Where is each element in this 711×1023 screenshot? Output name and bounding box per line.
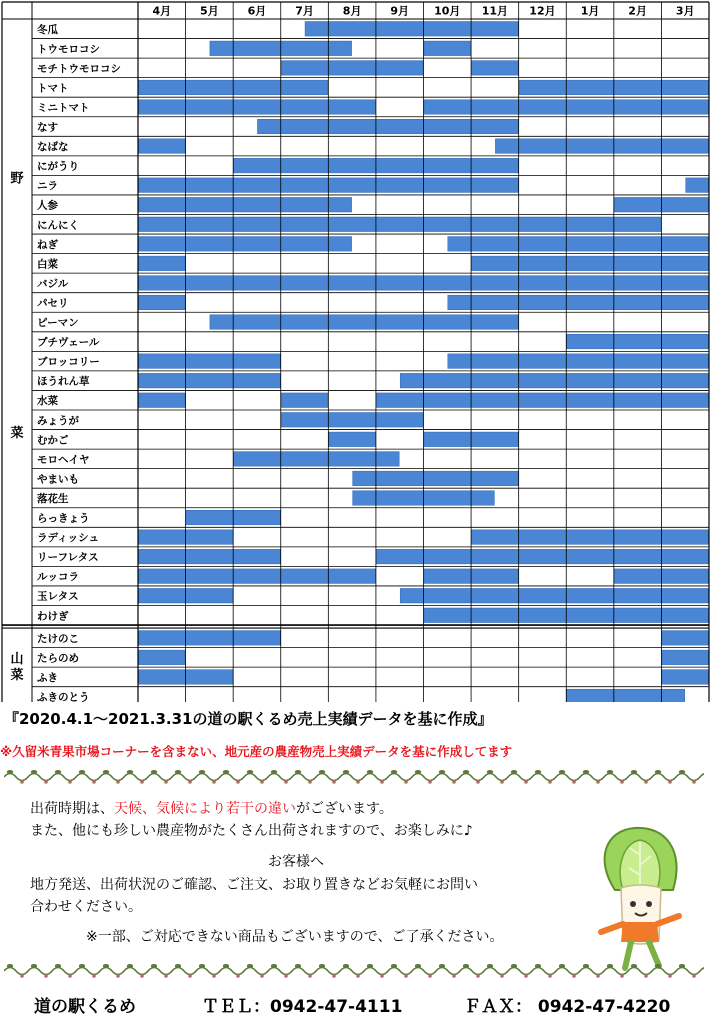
vine-berry bbox=[548, 974, 552, 978]
vine-leaf bbox=[175, 770, 181, 774]
vine-berry bbox=[548, 780, 552, 784]
vine-berry bbox=[92, 974, 96, 978]
season-bar bbox=[400, 373, 708, 388]
produce-name: にんにく bbox=[37, 219, 79, 232]
month-header: 7月 bbox=[295, 4, 314, 18]
produce-name: 玉レタス bbox=[37, 590, 79, 603]
month-header: 5月 bbox=[200, 4, 219, 18]
vine-leaf bbox=[79, 964, 85, 968]
vine-berry bbox=[44, 974, 48, 978]
vine-berry bbox=[476, 974, 480, 978]
vine-leaf bbox=[31, 770, 37, 774]
vine-leaf bbox=[559, 964, 565, 968]
vine-leaf bbox=[247, 964, 253, 968]
footer bbox=[34, 992, 670, 1017]
season-bar bbox=[662, 670, 709, 685]
produce-name: モチトウモロコシ bbox=[37, 62, 121, 75]
season-bar bbox=[448, 237, 709, 252]
season-bar bbox=[139, 295, 186, 310]
vine-leaf bbox=[319, 964, 325, 968]
vine-leaf bbox=[367, 964, 373, 968]
vine-leaf bbox=[463, 770, 469, 774]
vine-leaf bbox=[175, 964, 181, 968]
vine-berry bbox=[236, 974, 240, 978]
vine-leaf bbox=[463, 964, 469, 968]
produce-name: モロヘイヤ bbox=[37, 453, 90, 466]
vine-leaf bbox=[439, 770, 445, 774]
vine-leaf bbox=[199, 770, 205, 774]
season-bar bbox=[139, 569, 376, 584]
vine-leaf bbox=[583, 770, 589, 774]
vine-berry bbox=[380, 974, 384, 978]
season-bar bbox=[139, 393, 186, 408]
vine-berry bbox=[596, 974, 600, 978]
month-header: 9月 bbox=[390, 4, 410, 18]
month-header: 10月 bbox=[434, 4, 461, 18]
produce-name: なす bbox=[37, 121, 58, 134]
vine-leaf bbox=[439, 964, 445, 968]
vine-leaf bbox=[679, 770, 685, 774]
season-bar bbox=[139, 256, 186, 271]
vine-leaf bbox=[127, 770, 133, 774]
season-bar bbox=[257, 119, 518, 134]
vine-leaf bbox=[55, 770, 61, 774]
vine-berry bbox=[308, 974, 312, 978]
vine-leaf bbox=[7, 964, 13, 968]
vine-berry bbox=[380, 780, 384, 784]
vine-leaf bbox=[487, 770, 493, 774]
season-bar bbox=[139, 650, 186, 665]
vine-berry bbox=[20, 780, 24, 784]
produce-name: トマト bbox=[37, 82, 69, 95]
produce-name: 落花生 bbox=[37, 492, 69, 505]
vine-leaf bbox=[679, 964, 685, 968]
vine-berry bbox=[692, 780, 696, 784]
vine-leaf bbox=[631, 964, 637, 968]
vine-leaf bbox=[55, 964, 61, 968]
season-bar bbox=[567, 334, 709, 349]
vine-berry bbox=[164, 974, 168, 978]
produce-name: ねぎ bbox=[37, 238, 58, 251]
vine-berry bbox=[644, 780, 648, 784]
produce-name: ルッコラ bbox=[37, 571, 79, 584]
vine-leaf bbox=[367, 770, 373, 774]
vine-berry bbox=[284, 780, 288, 784]
month-header: 8月 bbox=[342, 4, 362, 18]
season-bar bbox=[472, 61, 519, 76]
vine-leaf bbox=[607, 770, 613, 774]
vine-leaf bbox=[319, 770, 325, 774]
month-header: 11月 bbox=[481, 4, 509, 18]
vine-leaf bbox=[655, 770, 661, 774]
vine-leaf bbox=[487, 964, 493, 968]
vine-leaf bbox=[271, 770, 277, 774]
category-label: 山 bbox=[10, 652, 24, 668]
tel-number: ＴＥＬ：0942-47-4111 bbox=[202, 997, 403, 1017]
season-bar bbox=[400, 588, 708, 603]
season-bar bbox=[472, 256, 709, 271]
vine-berry bbox=[308, 780, 312, 784]
vine-leaf bbox=[295, 964, 301, 968]
vine-berry bbox=[164, 780, 168, 784]
season-bar bbox=[139, 197, 352, 212]
produce-name: やまいも bbox=[37, 473, 79, 486]
store-name: 道の駅くるめ bbox=[34, 997, 136, 1017]
vine-leaf bbox=[151, 770, 157, 774]
vine-leaf bbox=[535, 770, 541, 774]
vine-leaf bbox=[151, 964, 157, 968]
season-bar bbox=[567, 689, 685, 702]
chinese-cabbage-mascot-icon bbox=[585, 820, 695, 980]
produce-name: ミニトマト bbox=[37, 101, 90, 114]
season-bar bbox=[424, 41, 471, 56]
season-bar bbox=[139, 217, 661, 232]
vine-berry bbox=[212, 974, 216, 978]
vine-berry bbox=[596, 780, 600, 784]
customer-heading: お客様へ bbox=[268, 854, 324, 870]
vine-leaf bbox=[631, 770, 637, 774]
vine-berry bbox=[260, 780, 264, 784]
vine-berry bbox=[404, 780, 408, 784]
vine-leaf bbox=[607, 964, 613, 968]
season-bar bbox=[139, 139, 186, 154]
produce-name: ニラ bbox=[37, 180, 58, 193]
vine-leaf bbox=[199, 964, 205, 968]
produce-name: 冬瓜 bbox=[37, 23, 58, 36]
vine-berry bbox=[572, 974, 576, 978]
vine-leaf bbox=[559, 770, 565, 774]
vine-leaf bbox=[415, 770, 421, 774]
vine-berry bbox=[260, 974, 264, 978]
produce-name: 白菜 bbox=[37, 258, 58, 271]
month-header: 2月 bbox=[628, 4, 647, 18]
vine-berry bbox=[356, 974, 360, 978]
month-header: 12月 bbox=[529, 4, 556, 18]
vine-stem bbox=[4, 774, 704, 781]
vine-leaf bbox=[103, 770, 109, 774]
season-bar bbox=[305, 22, 518, 37]
vine-berry bbox=[620, 974, 624, 978]
vine-leaf bbox=[79, 770, 85, 774]
vine-berry bbox=[524, 780, 528, 784]
vine-berry bbox=[332, 780, 336, 784]
vine-berry bbox=[236, 780, 240, 784]
vine-leaf bbox=[535, 964, 541, 968]
vine-leaf bbox=[391, 964, 397, 968]
produce-name: プチヴェール bbox=[37, 336, 100, 349]
month-header: 6月 bbox=[247, 4, 267, 18]
vine-berry bbox=[140, 974, 144, 978]
vine-berry bbox=[188, 780, 192, 784]
season-bar bbox=[495, 139, 708, 154]
vine-leaf bbox=[391, 770, 397, 774]
vine-leaf bbox=[655, 964, 661, 968]
season-bar bbox=[281, 413, 423, 428]
produce-name: ふき bbox=[37, 671, 58, 684]
produce-name: 人参 bbox=[37, 199, 58, 212]
vine-leaf bbox=[343, 770, 349, 774]
produce-name: トウモロコシ bbox=[37, 43, 100, 56]
exception-notice: ※一部、ご対応できない商品もございますので、ご了承ください。 bbox=[86, 929, 504, 945]
vine-leaf bbox=[271, 964, 277, 968]
vine-leaf bbox=[583, 964, 589, 968]
vine-berry bbox=[452, 974, 456, 978]
season-bar bbox=[210, 315, 518, 330]
season-bar bbox=[448, 354, 709, 369]
vine-divider-bottom bbox=[4, 962, 704, 980]
produce-name: パセリ bbox=[37, 297, 69, 310]
season-bar bbox=[448, 295, 709, 310]
season-bar bbox=[139, 100, 376, 115]
produce-name: らっきょう bbox=[37, 512, 90, 525]
weather-warning: 天候、気候により若干の違い bbox=[114, 801, 296, 817]
vine-stem bbox=[4, 968, 704, 975]
produce-name: わけぎ bbox=[37, 610, 69, 623]
vine-berry bbox=[668, 974, 672, 978]
vine-berry bbox=[452, 780, 456, 784]
month-header: 3月 bbox=[675, 4, 695, 18]
season-bar bbox=[139, 237, 352, 252]
season-bar bbox=[234, 452, 400, 467]
vine-berry bbox=[500, 780, 504, 784]
vine-leaf bbox=[7, 770, 13, 774]
rare-produce-notice: また、他にも珍しい農産物がたくさん出荷されますので、お楽しみに♪ bbox=[30, 823, 473, 839]
vine-berry bbox=[92, 780, 96, 784]
produce-name: むかご bbox=[37, 434, 69, 447]
vine-leaf bbox=[31, 964, 37, 968]
produce-name: 水菜 bbox=[37, 395, 58, 408]
season-bar bbox=[139, 373, 281, 388]
season-bar bbox=[353, 471, 519, 486]
vine-leaf bbox=[223, 964, 229, 968]
produce-name: リーフレタス bbox=[37, 551, 99, 564]
shipping-notice: 出荷時期は、天候、気候により若干の違いがございます。 bbox=[30, 801, 393, 817]
season-bar bbox=[662, 650, 709, 665]
vine-divider-top bbox=[4, 768, 704, 786]
vine-leaf bbox=[103, 964, 109, 968]
produce-name: バジル bbox=[37, 277, 69, 290]
month-header: 1月 bbox=[580, 4, 600, 18]
season-bar bbox=[281, 393, 328, 408]
vine-berry bbox=[284, 974, 288, 978]
source-line: 『2020.4.1～2021.3.31の道の駅くるめ売上実績データを基に作成』 bbox=[4, 710, 493, 728]
produce-name: ほうれん草 bbox=[37, 375, 90, 388]
produce-name: ラディッシュ bbox=[37, 532, 99, 545]
vine-leaf bbox=[247, 770, 253, 774]
season-bar bbox=[662, 631, 709, 646]
vine-berry bbox=[116, 780, 120, 784]
vine-berry bbox=[332, 974, 336, 978]
fax-number: ＦＡＸ： 0942-47-4220 bbox=[464, 997, 671, 1017]
vine-berry bbox=[692, 974, 696, 978]
vine-berry bbox=[428, 780, 432, 784]
season-bar bbox=[139, 354, 281, 369]
vine-berry bbox=[68, 780, 72, 784]
vine-berry bbox=[428, 974, 432, 978]
vine-berry bbox=[68, 974, 72, 978]
vine-berry bbox=[476, 780, 480, 784]
produce-name: ブロッコリー bbox=[37, 356, 100, 369]
category-label: 菜 bbox=[10, 426, 24, 442]
vine-berry bbox=[188, 974, 192, 978]
vine-leaf bbox=[223, 770, 229, 774]
vine-berry bbox=[644, 974, 648, 978]
season-bar bbox=[686, 178, 709, 193]
category-label: 菜 bbox=[10, 668, 24, 684]
produce-name: ピーマン bbox=[37, 317, 79, 330]
vine-berry bbox=[404, 974, 408, 978]
vine-berry bbox=[140, 780, 144, 784]
vine-berry bbox=[116, 974, 120, 978]
season-bar bbox=[329, 432, 376, 447]
vine-leaf bbox=[511, 964, 517, 968]
produce-name: にがうり bbox=[37, 160, 79, 173]
vine-berry bbox=[572, 780, 576, 784]
vine-berry bbox=[44, 780, 48, 784]
produce-name: たらのめ bbox=[37, 652, 79, 665]
inquiry-notice-cont: 合わせください。 bbox=[30, 899, 142, 915]
season-bar bbox=[376, 393, 708, 408]
vine-leaf bbox=[511, 770, 517, 774]
vine-berry bbox=[500, 974, 504, 978]
vine-berry bbox=[668, 780, 672, 784]
produce-name: ふきのとう bbox=[37, 691, 90, 702]
inquiry-notice: 地方発送、出荷状況のご確認、ご注文、お取り置きなどお気軽にお問い bbox=[30, 877, 478, 893]
season-bar bbox=[376, 549, 708, 564]
vine-berry bbox=[356, 780, 360, 784]
vine-leaf bbox=[295, 770, 301, 774]
season-bar bbox=[139, 631, 281, 646]
vine-leaf bbox=[343, 964, 349, 968]
season-bar bbox=[472, 530, 709, 545]
season-bar bbox=[281, 61, 423, 76]
vine-berry bbox=[524, 974, 528, 978]
vine-berry bbox=[20, 974, 24, 978]
vine-berry bbox=[212, 780, 216, 784]
vine-leaf bbox=[127, 964, 133, 968]
month-header: 4月 bbox=[152, 4, 172, 18]
produce-name: みょうが bbox=[37, 414, 79, 427]
vine-berry bbox=[620, 780, 624, 784]
produce-name: たけのこ bbox=[37, 632, 79, 645]
source-note: ※久留米青果市場コーナーを含まない、地元産の農産物売上実績データを基に作成してます bbox=[0, 744, 513, 759]
category-label: 野 bbox=[10, 171, 24, 187]
season-bar bbox=[139, 549, 281, 564]
vine-leaf bbox=[415, 964, 421, 968]
produce-name: なばな bbox=[37, 141, 69, 154]
